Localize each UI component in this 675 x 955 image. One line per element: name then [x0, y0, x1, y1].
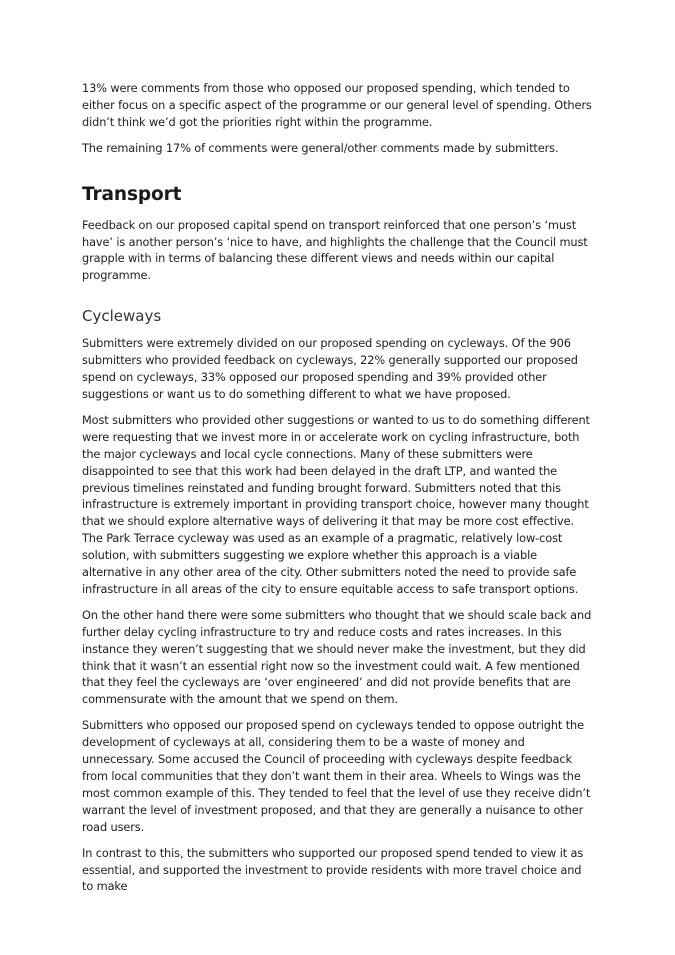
cycleways-paragraph-scale-back: On the other hand there were some submitters who thought that we should scale back and further delay cycling infrastructure to try and reduce costs and rates increases. In this instance they weren’t suggesting that we should never make the investment, but they did think that it wasn’t an essential right now so the investment could wait. A few mentioned that they feel the cycleways are ‘over engineered’ and did not provide benefits that are commensurate with the amount that we spend on them. — [82, 607, 592, 707]
cycleways-paragraph-summary: Submitters were extremely divided on our proposed spending on cycleways. Of the 906 submitters who provided feedback on cycleways, 22% generally supported our proposed spend on cycleways, 33% opposed our proposed spending and 39% provided other suggestions or want us to do something different to what we have proposed. — [82, 336, 578, 401]
cycleways-paragraph-supported: In contrast to this, the submitters who supported our proposed spend tended to view it as essential, and supported the investment to provide residents with more travel choice and to make — [82, 845, 584, 894]
document-page — [82, 80, 594, 904]
intro-paragraph-general: The remaining 17% of comments were general/other comments made by submitters. — [82, 140, 559, 155]
cycleways-paragraph-other-suggestions: Most submitters who provided other suggestions or wanted to us to do something different were requesting that we invest more in or accelerate work on cycling infrastructure, both the major cycleways and local cycle connections. Many of these submitters were disappointed to see that this work had been delayed in the draft LTP, and wanted the previous timelines reinstated and funding brought forward. Submitters noted that this infrastructure is extremely important in providing transport choice, however many thought that we should explore alternative ways of delivering it that may be more cost effective. The Park Terrace cycleway was used as an example of a pragmatic, relatively low-cost solution, with submitters suggesting we explore whether this approach is a viable alternative in any other area of the city. Other submitters noted the need to provide safe infrastructure in all areas of the city to ensure equitable access to safe transport options. — [82, 412, 590, 596]
transport-heading: Transport — [82, 183, 182, 205]
transport-paragraph: Feedback on our proposed capital spend on transport reinforced that one person’s ‘must have’ is another person’s ‘nice to have, and highlights the challenge that the Council must grapple with in terms of balancing these different views and needs within our capital programme. — [82, 217, 588, 283]
cycleways-heading: Cycleways — [82, 307, 162, 326]
cycleways-paragraph-opposed: Submitters who opposed our proposed spend on cycleways tended to oppose outright the development of cycleways at all, considering them to be a waste of money and unnecessary. Some accused the Council of proceeding with cycleways despite feedback from local communities that they don’t want them in their area. Wheels to Wings was the most common example of this. They tended to feel that the level of use they receive didn’t warrant the level of investment proposed, and that they are generally a nuisance to other road users. — [82, 718, 591, 834]
intro-paragraph-opposed: 13% were comments from those who opposed our proposed spending, which tended to either focus on a specific aspect of the programme or our general level of spending. Others didn’t think we’d got the priorities right within the programme. — [82, 81, 592, 129]
